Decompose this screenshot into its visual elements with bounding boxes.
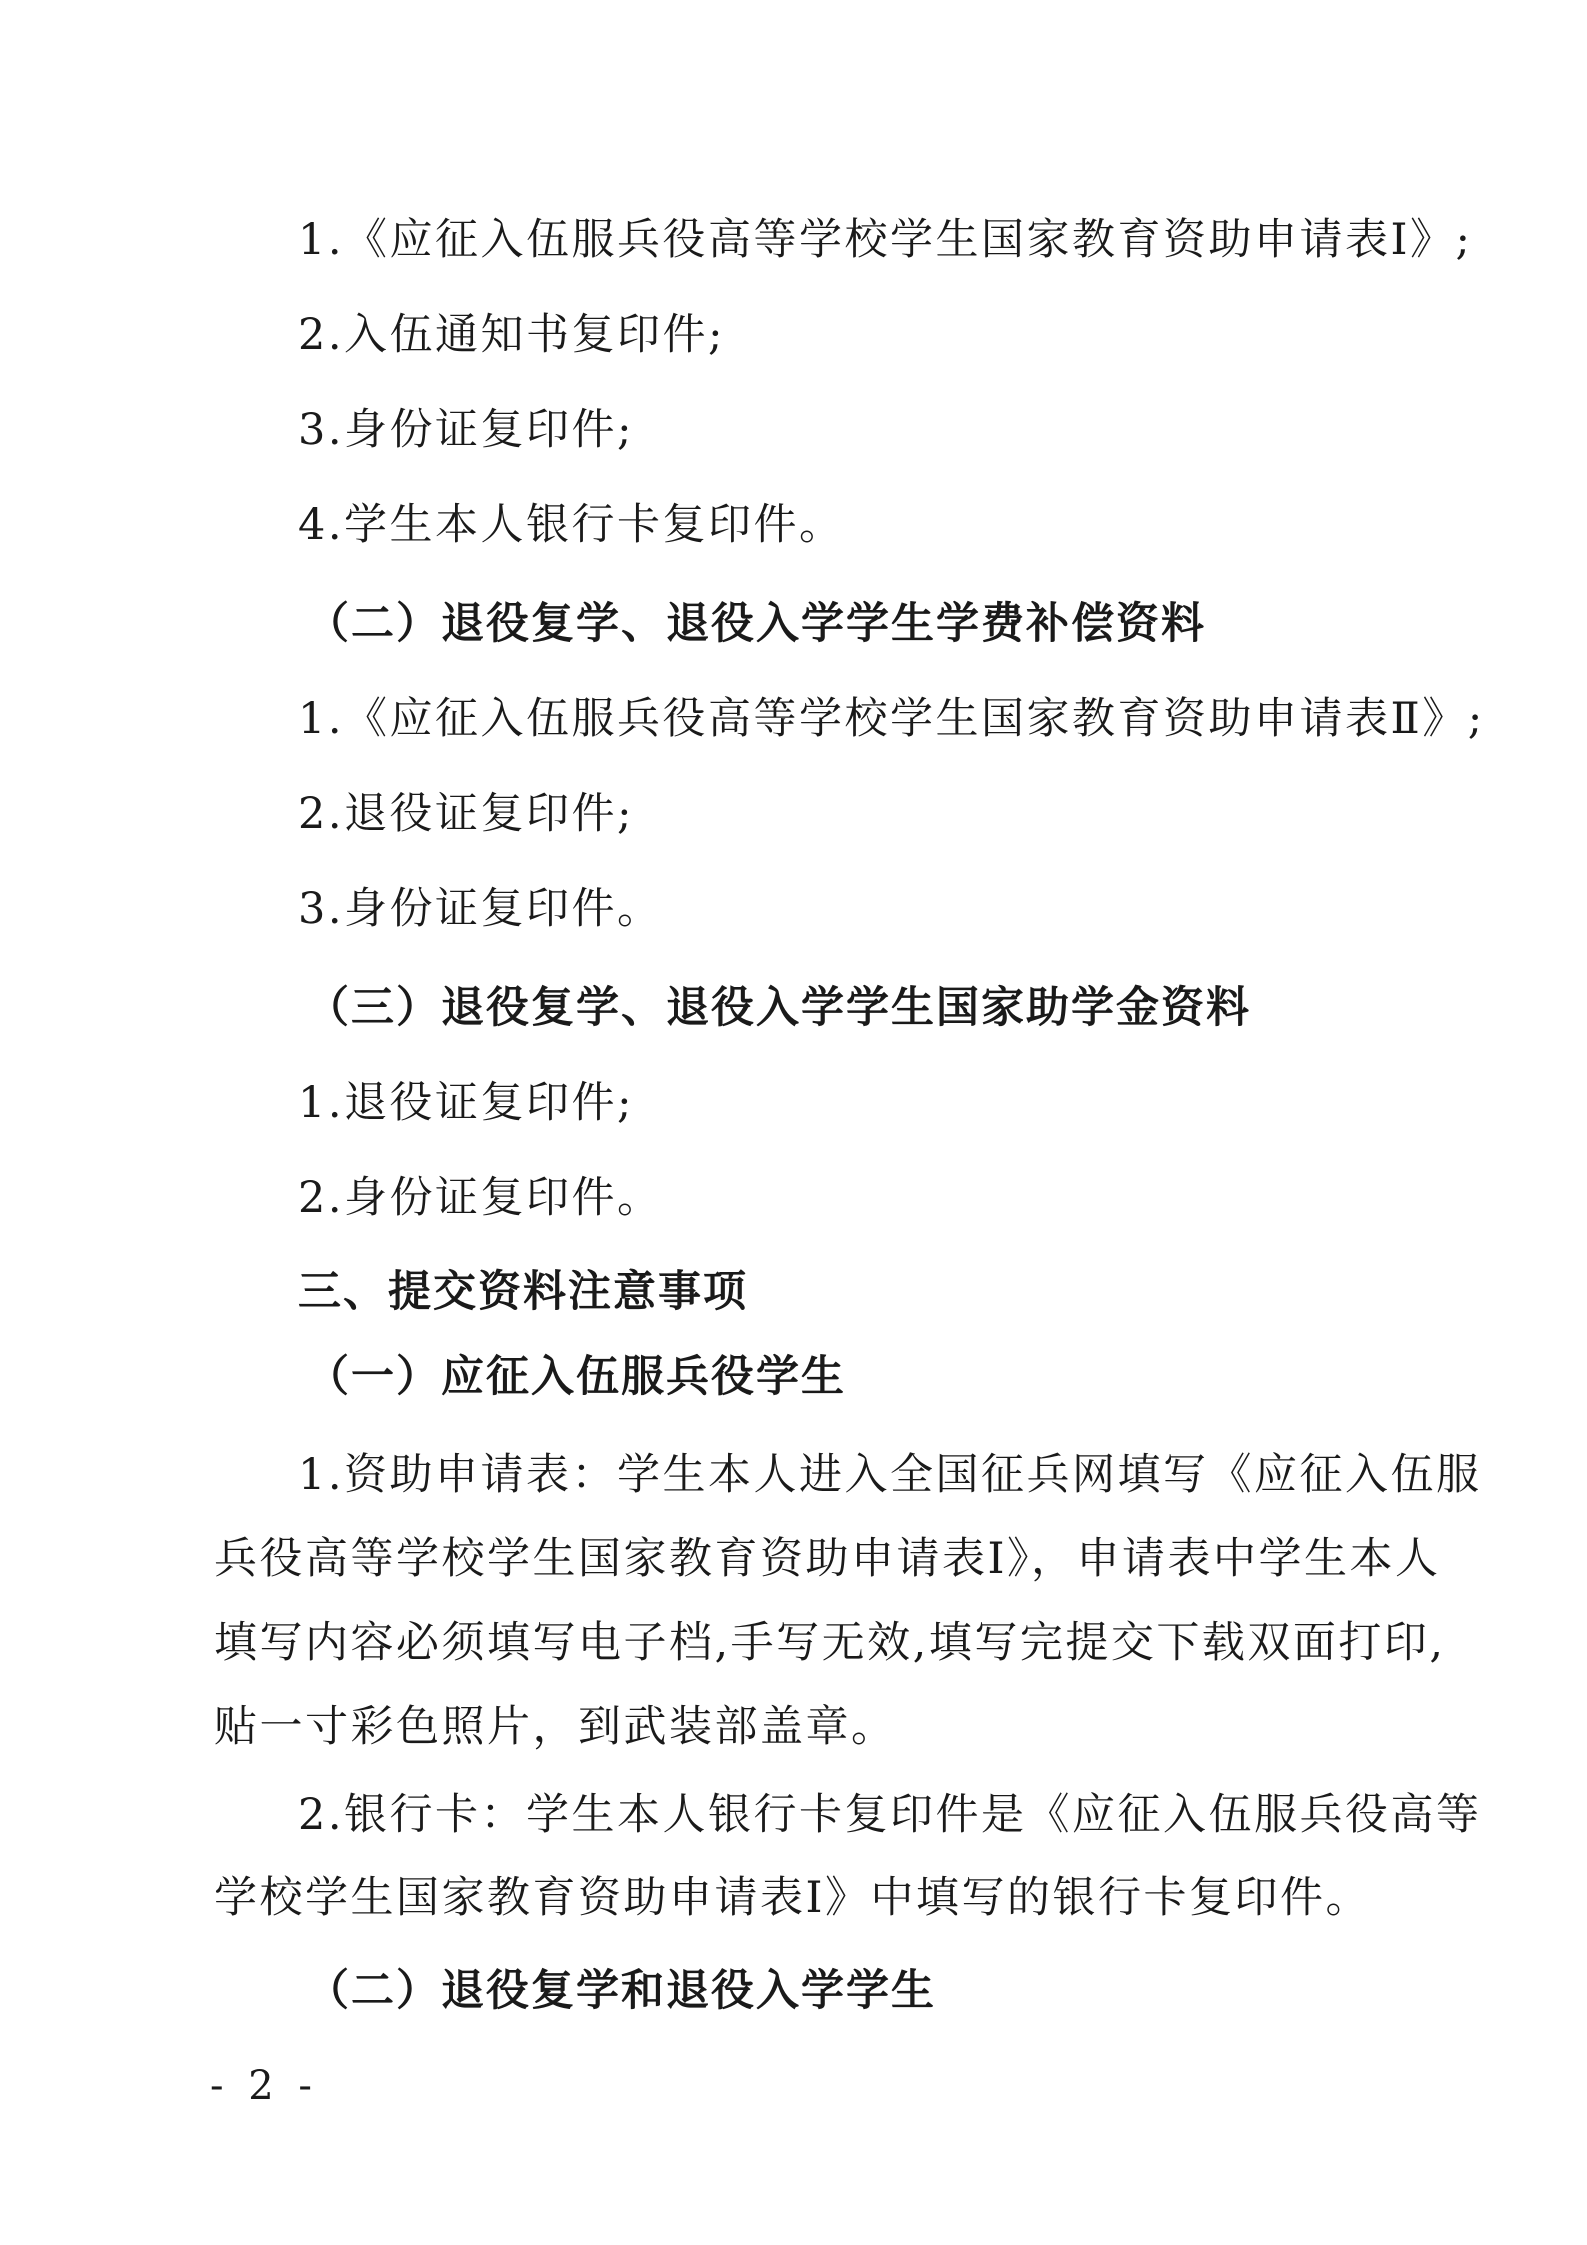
list-item: 3.身份证复印件; — [298, 405, 635, 455]
list-item: 4.学生本人银行卡复印件。 — [298, 500, 845, 550]
list-item: 2.入伍通知书复印件; — [298, 310, 726, 360]
list-item: 2.身份证复印件。 — [298, 1173, 663, 1223]
paragraph-line: 2.银行卡：学生本人银行卡复印件是《应征入伍服兵役高等 — [298, 1790, 1482, 1840]
page-number: - 2 - — [210, 2063, 318, 2109]
paragraph-line: 1.资助申请表：学生本人进入全国征兵网填写《应征入伍服 — [298, 1450, 1482, 1500]
list-item: 1.《应征入伍服兵役高等学校学生国家教育资助申请表Ⅱ》; — [298, 694, 1485, 744]
list-item: 3.身份证复印件。 — [298, 884, 663, 934]
paragraph-line: 学校学生国家教育资助申请表Ⅰ》中填写的银行卡复印件。 — [214, 1873, 1371, 1923]
paragraph-line: 兵役高等学校学生国家教育资助申请表Ⅰ》，申请表中学生本人 — [214, 1534, 1441, 1584]
paragraph-line: 填写内容必须填写电子档,手写无效,填写完提交下载双面打印, — [214, 1618, 1446, 1668]
section-heading: 三、提交资料注意事项 — [298, 1267, 748, 1317]
list-item: 1.退役证复印件; — [298, 1078, 635, 1128]
subsection-heading: （二）退役复学、退役入学学生学费补偿资料 — [306, 599, 1206, 649]
subsection-heading: （二）退役复学和退役入学学生 — [306, 1966, 936, 2016]
list-item: 2.退役证复印件; — [298, 789, 635, 839]
paragraph-line: 贴一寸彩色照片，到武装部盖章。 — [214, 1702, 897, 1752]
list-item: 1.《应征入伍服兵役高等学校学生国家教育资助申请表Ⅰ》; — [298, 215, 1473, 265]
subsection-heading: （三）退役复学、退役入学学生国家助学金资料 — [306, 983, 1251, 1033]
subsection-heading: （一）应征入伍服兵役学生 — [306, 1352, 846, 1402]
